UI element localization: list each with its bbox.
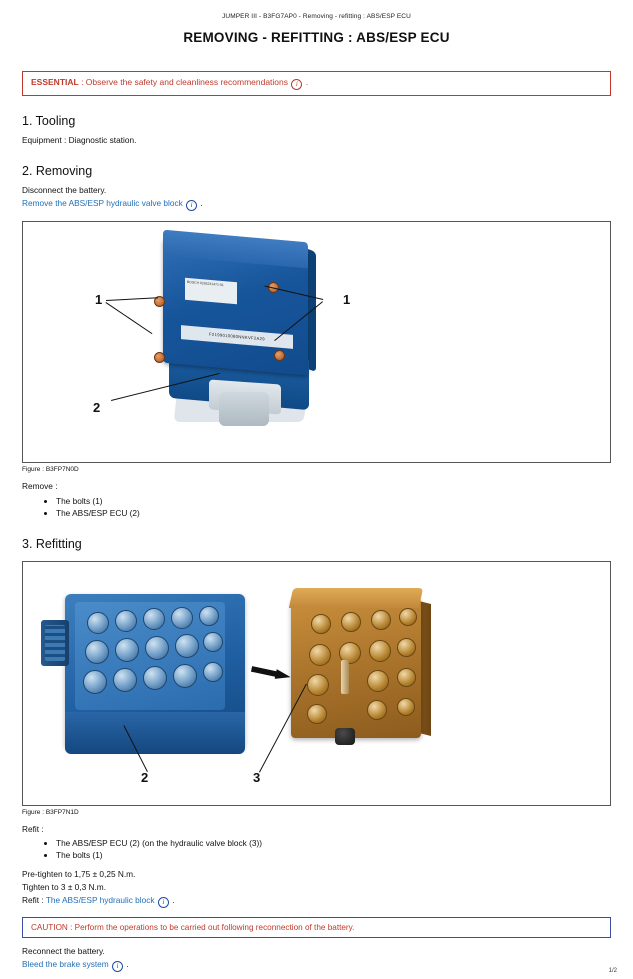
refit-prefix: Refit :	[22, 895, 46, 906]
reconnect-battery-line: Reconnect the battery.	[22, 946, 105, 957]
solenoid-plug	[173, 664, 197, 688]
figure-removing-artwork	[23, 222, 610, 462]
solenoid-plug	[83, 670, 107, 694]
callout-2: 2	[93, 400, 101, 416]
valve-port	[369, 640, 391, 662]
leader-line	[105, 302, 152, 334]
mounting-stud	[341, 660, 349, 694]
caution-keyword: CAUTION	[31, 923, 68, 933]
list-item: • The bolts (1)	[56, 849, 611, 861]
info-icon[interactable]: i	[112, 961, 123, 972]
essential-keyword: ESSENTIAL	[31, 77, 79, 87]
section-heading-removing: 2. Removing	[22, 164, 93, 179]
solenoid-plug	[87, 612, 109, 634]
removing-link-line	[22, 198, 611, 211]
valve-port	[367, 670, 389, 692]
callout-1-left: 1	[95, 292, 103, 308]
valve-port	[311, 614, 331, 634]
leader-line	[106, 298, 158, 302]
refit-list-label: Refit :	[22, 823, 44, 834]
page-title: REMOVING - REFITTING : ABS/ESP ECU	[183, 30, 450, 45]
essential-trailing: .	[305, 77, 309, 87]
figure-refitting-caption: Figure : B3FP7N1D	[22, 808, 79, 816]
section-heading-refitting: 3. Refitting	[22, 536, 82, 551]
valve-port	[341, 612, 361, 632]
solenoid-plug	[143, 608, 165, 630]
tooling-equipment-line: Equipment : Diagnostic station.	[22, 135, 137, 145]
caution-text: : Perform the operations to be carried out following reconnection of the battery.	[67, 923, 355, 933]
callout-2: 2	[141, 769, 149, 785]
caution-notice	[22, 917, 611, 938]
solenoid-plug	[171, 607, 193, 629]
page-number: 1/2	[608, 968, 617, 974]
closing-trailing: .	[126, 959, 129, 970]
solenoid-plug	[145, 636, 169, 660]
remove-list-label: Remove :	[22, 481, 58, 492]
link-remove-hydraulic-valve-block[interactable]: Remove the ABS/ESP hydraulic valve block	[22, 198, 183, 209]
refit-link-line	[22, 895, 611, 908]
ecu-barcode-label: F2199010080NNKVF2A29	[181, 325, 293, 349]
bleed-brake-line	[22, 959, 611, 972]
valve-port	[309, 644, 331, 666]
link-bleed-brake-system[interactable]: Bleed the brake system	[22, 959, 109, 970]
pump-housing	[219, 392, 269, 426]
valve-port	[397, 698, 415, 716]
link-trailing: .	[200, 198, 203, 209]
solenoid-plug	[203, 662, 223, 682]
list-item: • The ABS/ESP ECU (2) (on the hydraulic valve block (3))	[56, 837, 611, 849]
mounting-nut	[335, 728, 355, 745]
link-refit-hydraulic-block[interactable]: The ABS/ESP hydraulic block	[45, 895, 155, 906]
valve-port	[397, 638, 416, 657]
solenoid-plug	[113, 668, 137, 692]
essential-text: : Observe the safety and cleanliness recommendations	[78, 77, 289, 87]
valve-port	[307, 704, 327, 724]
refit-link-trailing: .	[172, 895, 175, 906]
essential-notice	[22, 71, 611, 96]
torque-tighten: Tighten to 3 ± 0,3 N.m.	[22, 882, 107, 892]
info-icon[interactable]: i	[186, 200, 197, 211]
info-icon[interactable]: i	[158, 897, 169, 908]
figure-removing-caption: Figure : B3FP7N0D	[22, 466, 79, 474]
valve-port	[399, 608, 417, 626]
refit-list	[22, 837, 611, 861]
callout-3: 3	[253, 769, 261, 785]
figure-refitting-artwork	[23, 562, 610, 805]
section-heading-tooling: 1. Tooling	[22, 114, 76, 128]
callout-1-right: 1	[343, 292, 351, 308]
info-icon[interactable]: i	[291, 79, 302, 90]
solenoid-plug	[175, 634, 199, 658]
valve-port	[397, 668, 416, 687]
valve-port	[371, 610, 391, 630]
breadcrumb: JUMPER III - B3FG7AP0 - Removing - refitting : ABS/ESP ECU	[222, 13, 411, 20]
figure-refitting	[22, 561, 611, 806]
solenoid-plug	[143, 666, 167, 690]
solenoid-plug	[115, 610, 137, 632]
list-item: • The bolts (1)	[56, 495, 611, 507]
ecu-label-sticker: BOSCH 0265231471-01	[185, 278, 237, 305]
solenoid-plug	[115, 638, 139, 662]
solenoid-plug	[199, 606, 219, 626]
ecu-lower-body	[65, 712, 245, 754]
remove-list	[22, 495, 611, 519]
valve-port	[307, 674, 329, 696]
removing-disconnect-line: Disconnect the battery.	[22, 185, 107, 196]
figure-removing	[22, 221, 611, 463]
valve-port	[367, 700, 387, 720]
solenoid-plug	[203, 632, 223, 652]
transfer-arrow-icon	[250, 664, 291, 682]
list-item: • The ABS/ESP ECU (2)	[56, 507, 611, 519]
hydraulic-block-top	[289, 588, 423, 608]
solenoid-plug	[85, 640, 109, 664]
ecu-connector-pins	[45, 625, 65, 661]
torque-pretighten: Pre-tighten to 1,75 ± 0,25 N.m.	[22, 868, 136, 879]
